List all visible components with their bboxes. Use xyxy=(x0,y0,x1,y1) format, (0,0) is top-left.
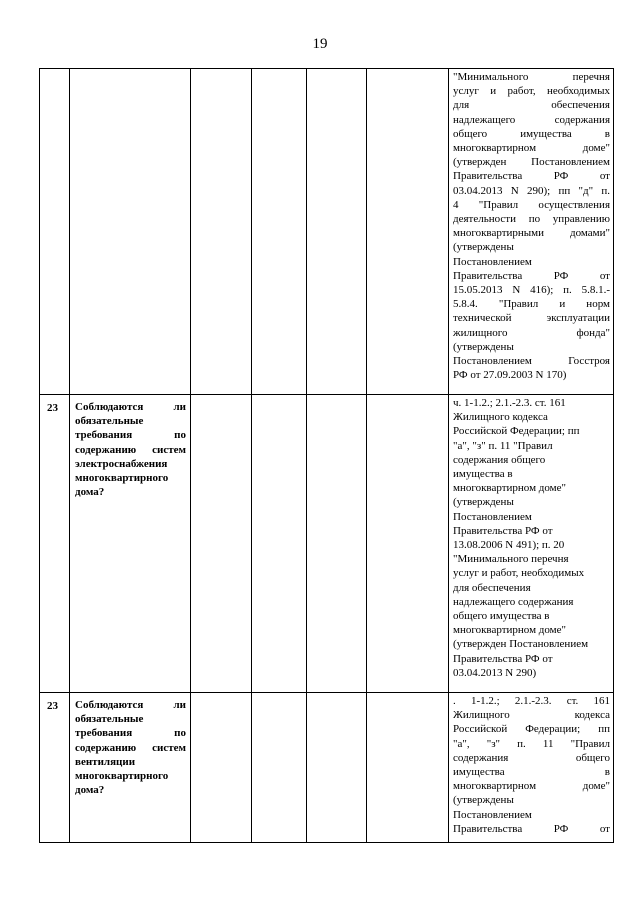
basis-line: Жилищного кодекса xyxy=(453,709,610,722)
basis-line: имущества в xyxy=(453,766,610,779)
empty-cell xyxy=(191,693,252,843)
row-number-cell: 23 xyxy=(40,395,70,693)
basis-line: 03.04.2013 N 290); пп "д" п. xyxy=(453,184,610,197)
empty-cell xyxy=(252,693,307,843)
basis-line: (утверждены xyxy=(453,794,514,807)
basis-line: Постановлением xyxy=(453,255,532,268)
basis-line: услуг и работ, необходимых xyxy=(453,85,610,98)
basis-line: (утверждены xyxy=(453,340,514,353)
empty-cell xyxy=(191,69,252,395)
basis-line: для обеспечения xyxy=(453,581,531,594)
empty-cell xyxy=(191,395,252,693)
basis-line: 15.05.2013 N 416); п. 5.8.1.- xyxy=(453,284,610,297)
basis-line: для обеспечения xyxy=(453,99,610,112)
question-cell xyxy=(70,69,191,395)
basis-line: "а", "з" п. 11 "Правил xyxy=(453,737,610,750)
basis-line: Жилищного кодекса xyxy=(453,411,548,424)
basis-line: 03.04.2013 N 290) xyxy=(453,666,537,679)
checklist-table xyxy=(39,68,614,843)
basis-line: многоквартирными домами" xyxy=(453,227,610,240)
basis-line: Правительства РФ от xyxy=(453,524,553,537)
basis-line: "а", "з" п. 11 "Правил xyxy=(453,439,553,452)
basis-line: Российской Федерации; пп xyxy=(453,425,580,438)
basis-line: 13.08.2006 N 491); п. 20 xyxy=(453,539,565,552)
basis-line: имущества в xyxy=(453,468,513,481)
row-number-cell xyxy=(40,69,70,395)
basis-line: многоквартирном доме" xyxy=(453,624,567,637)
basis-line: Правительства РФ от xyxy=(453,822,610,835)
basis-line: деятельности по управлению xyxy=(453,213,610,226)
table-row xyxy=(40,69,614,395)
basis-line: Постановлением Госстроя xyxy=(453,355,610,368)
legal-basis-cell xyxy=(449,395,614,693)
table-row xyxy=(40,395,614,693)
page-number: 19 xyxy=(312,36,328,52)
basis-line: содержания общего xyxy=(453,453,546,466)
empty-cell xyxy=(367,395,449,693)
basis-line: (утверждены xyxy=(453,241,514,254)
basis-line: . 1-1.2.; 2.1.-2.3. ст. 161 xyxy=(453,695,610,707)
basis-line: многоквартирном доме" xyxy=(453,482,567,495)
basis-line: (утвержден Постановлением xyxy=(453,638,589,651)
basis-line: общего имущества в xyxy=(453,127,610,140)
basis-line: надлежащего содержания xyxy=(453,595,574,608)
empty-cell xyxy=(307,69,367,395)
legal-basis-cell xyxy=(449,693,614,843)
empty-cell xyxy=(367,69,449,395)
basis-line: Постановлением xyxy=(453,510,532,523)
table-row xyxy=(40,693,614,843)
basis-line: надлежащего содержания xyxy=(453,113,610,126)
basis-line: (утвержден Постановлением xyxy=(453,156,610,169)
basis-line: "Минимального перечня xyxy=(453,553,569,566)
row-number-cell: 23 xyxy=(40,693,70,843)
basis-line: РФ от 27.09.2003 N 170) xyxy=(453,369,567,382)
basis-line: 4 "Правил осуществления xyxy=(453,198,610,211)
basis-line: 5.8.4. "Правил и норм xyxy=(453,298,610,311)
basis-line: общего имущества в xyxy=(453,610,550,623)
basis-line: "Минимального перечня xyxy=(453,71,610,83)
empty-cell xyxy=(252,69,307,395)
empty-cell xyxy=(307,693,367,843)
empty-cell xyxy=(367,693,449,843)
basis-line: Правительства РФ от xyxy=(453,652,553,665)
basis-line: Постановлением xyxy=(453,808,532,821)
question-cell: Соблюдаются ли обязательные требования по содержанию систем вентиляции многоквартирного дома? xyxy=(70,693,191,843)
legal-basis-cell xyxy=(449,69,614,395)
basis-line: Российской Федерации; пп xyxy=(453,723,610,736)
basis-line: многоквартирном доме" xyxy=(453,142,610,155)
empty-cell xyxy=(252,395,307,693)
basis-line: жилищного фонда" xyxy=(453,326,610,339)
basis-line: (утверждены xyxy=(453,496,514,509)
basis-line: Правительства РФ от xyxy=(453,170,610,183)
basis-line: Правительства РФ от xyxy=(453,269,610,282)
basis-line: услуг и работ, необходимых xyxy=(453,567,585,580)
empty-cell xyxy=(307,395,367,693)
question-cell: Соблюдаются ли обязательные требования по содержанию систем электроснабжения многоквартирного дома? xyxy=(70,395,191,693)
basis-line: содержания общего xyxy=(453,751,610,764)
basis-line: многоквартирном доме" xyxy=(453,780,610,793)
basis-line: технической эксплуатации xyxy=(453,312,610,325)
basis-line: ч. 1-1.2.; 2.1.-2.3. ст. 161 xyxy=(453,397,566,409)
